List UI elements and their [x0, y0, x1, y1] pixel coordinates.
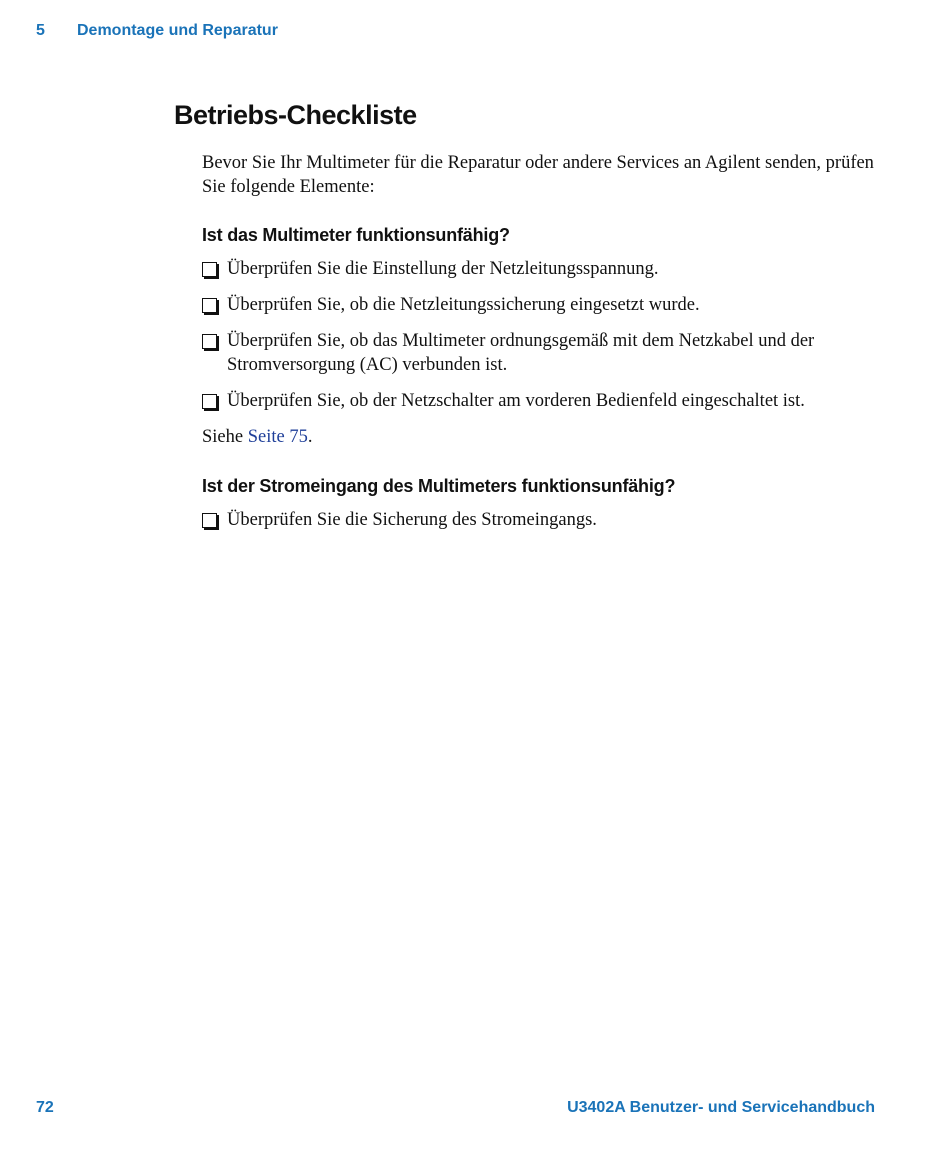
see-also-suffix: .	[307, 427, 313, 447]
book-title: U3402A Benutzer- und Servicehandbuch	[567, 1099, 875, 1116]
checklist-item	[202, 508, 902, 532]
checklist-item-text: Überprüfen Sie die Sicherung des Stromeingangs.	[227, 510, 597, 530]
checklist-item-text: Überprüfen Sie, ob die Netzleitungssicherung eingesetzt wurde.	[227, 295, 700, 315]
checklist-multimeter	[202, 257, 902, 413]
see-also-line	[202, 425, 902, 449]
checklist-item	[202, 293, 902, 317]
section-heading-current-input: Ist der Stromeingang des Multimeters funktionsunfähig?	[202, 476, 676, 496]
checklist-item-text: Überprüfen Sie die Einstellung der Netzleitungsspannung.	[227, 259, 659, 279]
checklist-item	[202, 257, 902, 281]
see-also-prefix: Siehe	[202, 427, 248, 447]
page-number: 72	[36, 1099, 54, 1116]
chapter-number: 5	[36, 22, 45, 39]
checklist-item	[202, 329, 902, 377]
main-content	[202, 151, 902, 544]
checkbox-icon[interactable]	[202, 513, 217, 528]
checkbox-icon[interactable]	[202, 298, 217, 313]
checkbox-icon[interactable]	[202, 334, 217, 349]
chapter-title: Demontage und Reparatur	[77, 22, 278, 39]
checklist-item-text: Überprüfen Sie, ob der Netzschalter am vorderen Bedienfeld eingeschaltet ist.	[227, 391, 805, 411]
running-header	[36, 22, 278, 40]
checklist-item-text: Überprüfen Sie, ob das Multimeter ordnungsgemäß mit dem Netzkabel und der Stromversorgung (AC) verbunden ist.	[227, 331, 815, 375]
checkbox-icon[interactable]	[202, 394, 217, 409]
section-heading-multimeter: Ist das Multimeter funktionsunfähig?	[202, 225, 510, 245]
intro-paragraph: Bevor Sie Ihr Multimeter für die Reparatur oder andere Services an Agilent senden, prüfen Sie folgende Elemente:	[202, 153, 874, 197]
page-reference-link[interactable]: Seite 75	[247, 427, 308, 447]
checklist-current-input	[202, 508, 902, 532]
checklist-item	[202, 389, 902, 413]
checkbox-icon[interactable]	[202, 262, 217, 277]
page-title: Betriebs-Checkliste	[174, 100, 417, 130]
